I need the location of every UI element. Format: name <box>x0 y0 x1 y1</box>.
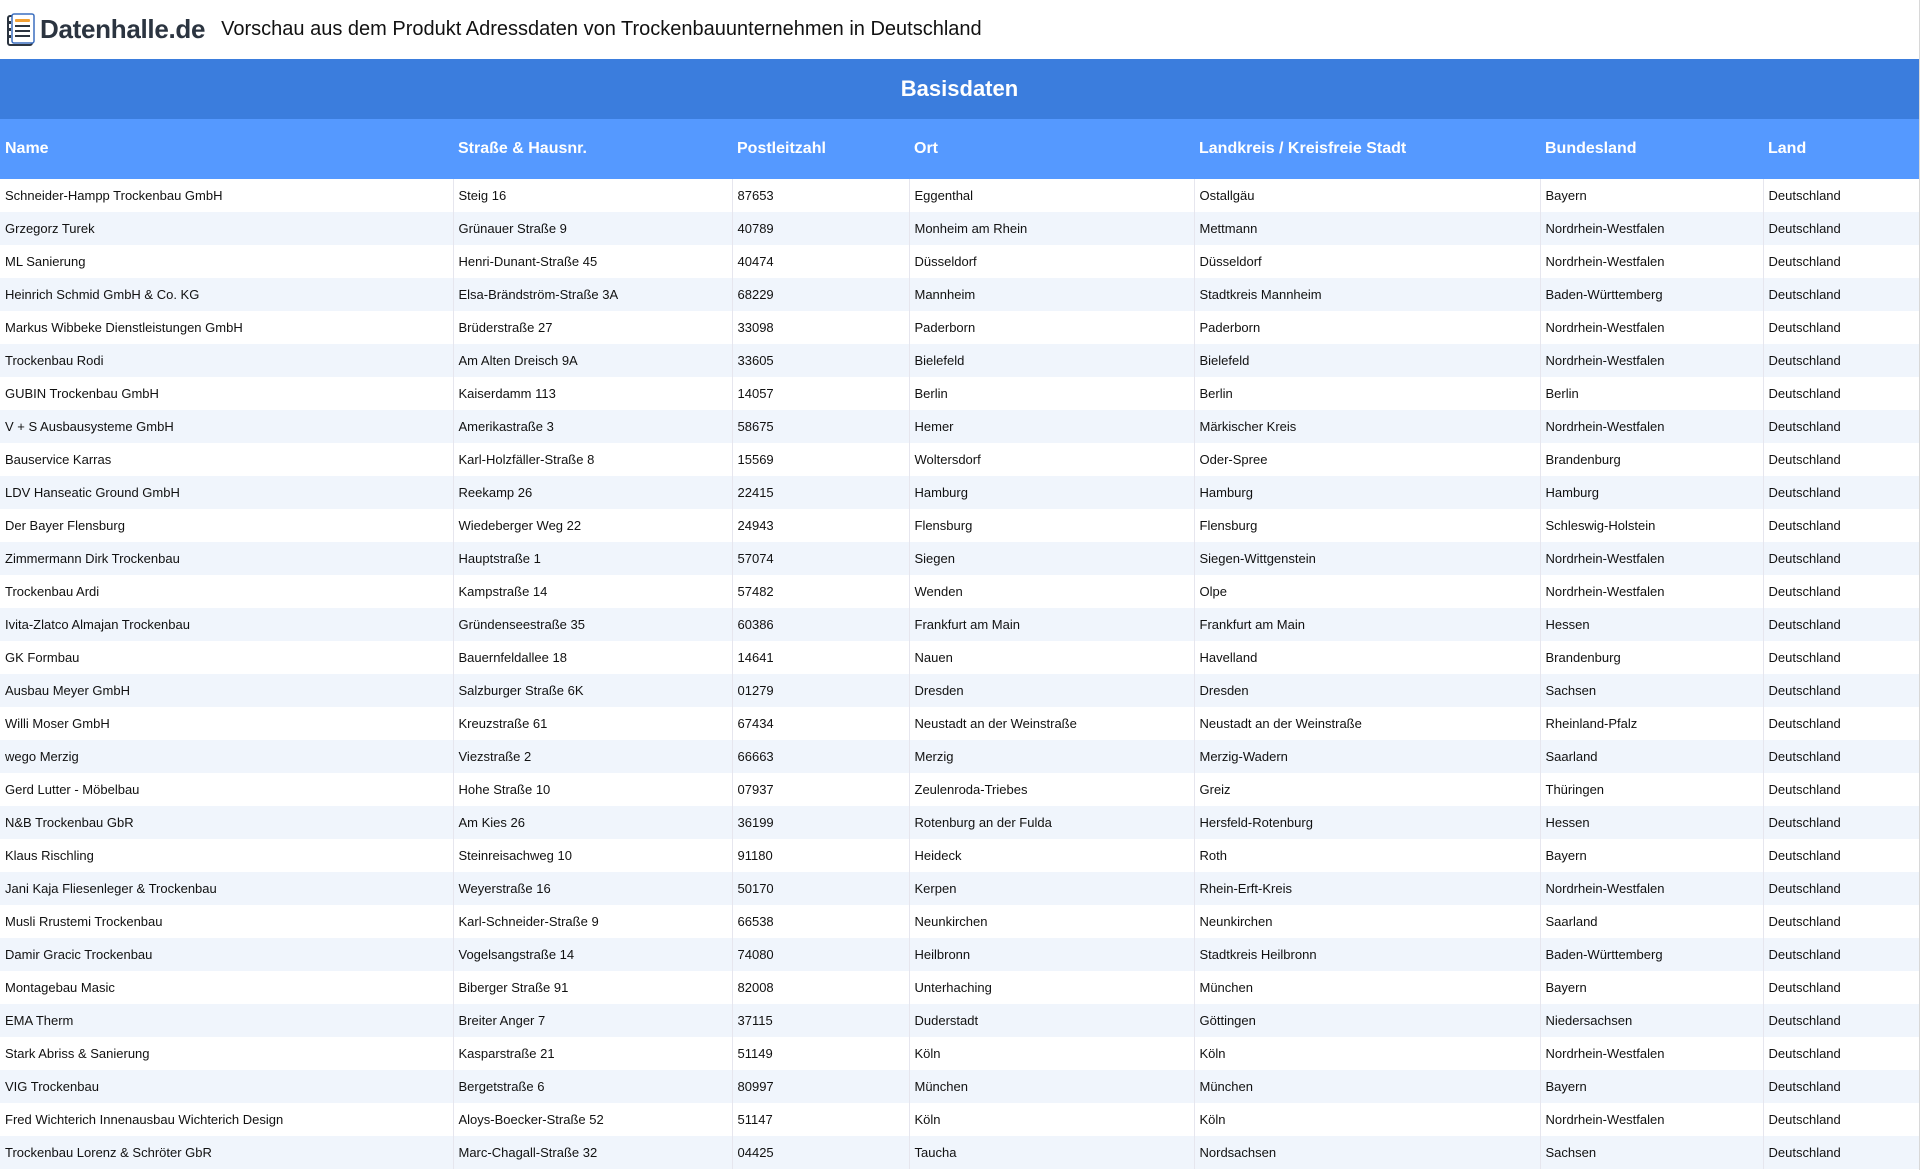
cell-district: Dresden <box>1194 674 1540 707</box>
cell-name: Trockenbau Rodi <box>5 353 104 368</box>
cell-name: Ausbau Meyer GmbH <box>5 683 130 698</box>
cell-name: VIG Trockenbau <box>5 1079 99 1094</box>
cell-state: Nordrhein-Westfalen <box>1540 410 1763 443</box>
cell-name: Montagebau Masic <box>5 980 115 995</box>
cell-country: Deutschland <box>1763 245 1919 278</box>
cell-city: Duderstadt <box>909 1004 1194 1037</box>
cell-country: Deutschland <box>1763 839 1919 872</box>
cell-state: Berlin <box>1540 377 1763 410</box>
cell-city: Monheim am Rhein <box>909 212 1194 245</box>
cell-postal-code: 40789 <box>732 212 909 245</box>
cell-city: Paderborn <box>909 311 1194 344</box>
cell-name: N&B Trockenbau GbR <box>5 815 134 830</box>
column-header-state[interactable]: Bundesland <box>1540 119 1763 179</box>
cell-city: Wenden <box>909 575 1194 608</box>
cell-state: Nordrhein-Westfalen <box>1540 311 1763 344</box>
cell-state: Bayern <box>1540 179 1763 212</box>
cell-name: GK Formbau <box>5 650 80 665</box>
cell-street: Am Alten Dreisch 9A <box>453 344 732 377</box>
cell-name: Trockenbau Lorenz & Schröter GbR <box>5 1145 212 1160</box>
cell-state: Sachsen <box>1540 1136 1763 1169</box>
cell-postal-code: 66663 <box>732 740 909 773</box>
table-row[interactable] <box>0 542 1919 575</box>
cell-district: Göttingen <box>1194 1004 1540 1037</box>
cell-city: Köln <box>909 1037 1194 1070</box>
cell-city: Köln <box>909 1103 1194 1136</box>
cell-district: Siegen-Wittgenstein <box>1194 542 1540 575</box>
cell-street: Viezstraße 2 <box>453 740 732 773</box>
table-row[interactable] <box>0 971 1919 1004</box>
table-row[interactable] <box>0 344 1919 377</box>
cell-name: LDV Hanseatic Ground GmbH <box>5 485 180 500</box>
cell-street: Aloys-Boecker-Straße 52 <box>453 1103 732 1136</box>
cell-country: Deutschland <box>1763 179 1919 212</box>
cell-street: Karl-Schneider-Straße 9 <box>453 905 732 938</box>
cell-name: Grzegorz Turek <box>5 221 95 236</box>
cell-state: Bayern <box>1540 971 1763 1004</box>
table-row[interactable] <box>0 1004 1919 1037</box>
cell-name: Heinrich Schmid GmbH & Co. KG <box>5 287 200 302</box>
cell-name: Fred Wichterich Innenausbau Wichterich Design <box>5 1112 284 1127</box>
cell-city: Kerpen <box>909 872 1194 905</box>
cell-country: Deutschland <box>1763 1103 1919 1136</box>
cell-state: Thüringen <box>1540 773 1763 806</box>
table-row[interactable] <box>0 212 1919 245</box>
cell-street: Marc-Chagall-Straße 32 <box>453 1136 732 1169</box>
cell-country: Deutschland <box>1763 905 1919 938</box>
cell-district: Merzig-Wadern <box>1194 740 1540 773</box>
cell-name: V + S Ausbausysteme GmbH <box>5 419 174 434</box>
cell-district: Havelland <box>1194 641 1540 674</box>
cell-postal-code: 15569 <box>732 443 909 476</box>
cell-district: Berlin <box>1194 377 1540 410</box>
cell-city: Heideck <box>909 839 1194 872</box>
cell-postal-code: 57482 <box>732 575 909 608</box>
cell-postal-code: 68229 <box>732 278 909 311</box>
cell-state: Saarland <box>1540 740 1763 773</box>
cell-street: Wiedeberger Weg 22 <box>453 509 732 542</box>
cell-district: Mettmann <box>1194 212 1540 245</box>
cell-state: Nordrhein-Westfalen <box>1540 575 1763 608</box>
cell-country: Deutschland <box>1763 674 1919 707</box>
top-bar <box>0 0 1920 59</box>
cell-street: Am Kies 26 <box>453 806 732 839</box>
cell-postal-code: 14057 <box>732 377 909 410</box>
table-row[interactable] <box>0 575 1919 608</box>
cell-district: München <box>1194 1070 1540 1103</box>
column-header-city[interactable]: Ort <box>909 119 1194 179</box>
cell-district: Nordsachsen <box>1194 1136 1540 1169</box>
cell-city: Mannheim <box>909 278 1194 311</box>
cell-city: Zeulenroda-Triebes <box>909 773 1194 806</box>
cell-country: Deutschland <box>1763 1136 1919 1169</box>
cell-state: Nordrhein-Westfalen <box>1540 245 1763 278</box>
cell-name: EMA Therm <box>5 1013 74 1028</box>
cell-postal-code: 67434 <box>732 707 909 740</box>
cell-country: Deutschland <box>1763 278 1919 311</box>
table-row[interactable] <box>0 245 1919 278</box>
cell-postal-code: 50170 <box>732 872 909 905</box>
data-table <box>0 119 1919 1169</box>
cell-district: Stadtkreis Mannheim <box>1194 278 1540 311</box>
cell-country: Deutschland <box>1763 344 1919 377</box>
column-header-street[interactable]: Straße & Hausnr. <box>453 119 732 179</box>
cell-name: Damir Gracic Trockenbau <box>5 947 153 962</box>
cell-country: Deutschland <box>1763 773 1919 806</box>
cell-state: Nordrhein-Westfalen <box>1540 1103 1763 1136</box>
cell-street: Elsa-Brändström-Straße 3A <box>453 278 732 311</box>
cell-postal-code: 40474 <box>732 245 909 278</box>
table-row[interactable] <box>0 1136 1919 1169</box>
cell-street: Steig 16 <box>453 179 732 212</box>
cell-street: Kreuzstraße 61 <box>453 707 732 740</box>
cell-state: Nordrhein-Westfalen <box>1540 344 1763 377</box>
table-row[interactable] <box>0 773 1919 806</box>
column-header-postal-code[interactable]: Postleitzahl <box>732 119 909 179</box>
column-header-row <box>0 119 1919 179</box>
data-table-container <box>0 59 1919 1169</box>
cell-country: Deutschland <box>1763 575 1919 608</box>
cell-postal-code: 51147 <box>732 1103 909 1136</box>
cell-street: Henri-Dunant-Straße 45 <box>453 245 732 278</box>
column-header-name[interactable]: Name <box>0 119 453 179</box>
cell-state: Hessen <box>1540 608 1763 641</box>
table-body <box>0 179 1919 1169</box>
cell-postal-code: 22415 <box>732 476 909 509</box>
table-row[interactable] <box>0 377 1919 410</box>
cell-district: Oder-Spree <box>1194 443 1540 476</box>
cell-name: Trockenbau Ardi <box>5 584 100 599</box>
cell-postal-code: 01279 <box>732 674 909 707</box>
cell-name: wego Merzig <box>5 749 79 764</box>
cell-postal-code: 07937 <box>732 773 909 806</box>
cell-country: Deutschland <box>1763 311 1919 344</box>
cell-city: Bielefeld <box>909 344 1194 377</box>
column-header-district[interactable]: Landkreis / Kreisfreie Stadt <box>1194 119 1540 179</box>
cell-city: Eggenthal <box>909 179 1194 212</box>
cell-state: Rheinland-Pfalz <box>1540 707 1763 740</box>
cell-name: Klaus Rischling <box>5 848 94 863</box>
cell-city: Unterhaching <box>909 971 1194 1004</box>
cell-city: Rotenburg an der Fulda <box>909 806 1194 839</box>
table-row[interactable] <box>0 1103 1919 1136</box>
table-row[interactable] <box>0 806 1919 839</box>
cell-street: Breiter Anger 7 <box>453 1004 732 1037</box>
cell-postal-code: 14641 <box>732 641 909 674</box>
cell-country: Deutschland <box>1763 740 1919 773</box>
cell-district: Rhein-Erft-Kreis <box>1194 872 1540 905</box>
cell-district: Neustadt an der Weinstraße <box>1194 707 1540 740</box>
cell-street: Biberger Straße 91 <box>453 971 732 1004</box>
cell-postal-code: 87653 <box>732 179 909 212</box>
cell-name: Bauservice Karras <box>5 452 112 467</box>
table-row[interactable] <box>0 278 1919 311</box>
logo-text: Datenhalle.de <box>40 14 206 44</box>
table-row[interactable] <box>0 311 1919 344</box>
cell-street: Bauernfeldallee 18 <box>453 641 732 674</box>
cell-postal-code: 58675 <box>732 410 909 443</box>
cell-state: Bayern <box>1540 1070 1763 1103</box>
table-row[interactable] <box>0 938 1919 971</box>
table-row[interactable] <box>0 707 1919 740</box>
cell-street: Salzburger Straße 6K <box>453 674 732 707</box>
cell-name: Der Bayer Flensburg <box>5 518 125 533</box>
cell-city: Neustadt an der Weinstraße <box>909 707 1194 740</box>
cell-state: Nordrhein-Westfalen <box>1540 872 1763 905</box>
cell-postal-code: 60386 <box>732 608 909 641</box>
cell-country: Deutschland <box>1763 377 1919 410</box>
cell-postal-code: 82008 <box>732 971 909 1004</box>
cell-country: Deutschland <box>1763 806 1919 839</box>
column-header-country[interactable]: Land <box>1763 119 1919 179</box>
cell-state: Nordrhein-Westfalen <box>1540 212 1763 245</box>
logo[interactable] <box>6 13 205 47</box>
cell-street: Amerikastraße 3 <box>453 410 732 443</box>
cell-postal-code: 24943 <box>732 509 909 542</box>
cell-city: Frankfurt am Main <box>909 608 1194 641</box>
cell-country: Deutschland <box>1763 476 1919 509</box>
cell-state: Niedersachsen <box>1540 1004 1763 1037</box>
cell-city: Taucha <box>909 1136 1194 1169</box>
table-row[interactable] <box>0 905 1919 938</box>
cell-state: Schleswig-Holstein <box>1540 509 1763 542</box>
cell-postal-code: 91180 <box>732 839 909 872</box>
cell-city: Siegen <box>909 542 1194 575</box>
table-row[interactable] <box>0 740 1919 773</box>
cell-name: Schneider-Hampp Trockenbau GmbH <box>5 188 223 203</box>
cell-city: Heilbronn <box>909 938 1194 971</box>
table-row[interactable] <box>0 1037 1919 1070</box>
cell-postal-code: 51149 <box>732 1037 909 1070</box>
cell-name: Zimmermann Dirk Trockenbau <box>5 551 180 566</box>
cell-country: Deutschland <box>1763 938 1919 971</box>
section-header <box>0 59 1919 119</box>
cell-country: Deutschland <box>1763 641 1919 674</box>
cell-country: Deutschland <box>1763 608 1919 641</box>
cell-postal-code: 74080 <box>732 938 909 971</box>
cell-district: Düsseldorf <box>1194 245 1540 278</box>
table-row[interactable] <box>0 509 1919 542</box>
cell-district: Hersfeld-Rotenburg <box>1194 806 1540 839</box>
cell-country: Deutschland <box>1763 443 1919 476</box>
cell-city: Neunkirchen <box>909 905 1194 938</box>
cell-district: Hamburg <box>1194 476 1540 509</box>
cell-district: Frankfurt am Main <box>1194 608 1540 641</box>
cell-city: Hemer <box>909 410 1194 443</box>
cell-city: Flensburg <box>909 509 1194 542</box>
cell-street: Kasparstraße 21 <box>453 1037 732 1070</box>
table-row[interactable] <box>0 839 1919 872</box>
cell-name: Willi Moser GmbH <box>5 716 110 731</box>
cell-country: Deutschland <box>1763 410 1919 443</box>
cell-state: Hamburg <box>1540 476 1763 509</box>
cell-postal-code: 33098 <box>732 311 909 344</box>
cell-state: Sachsen <box>1540 674 1763 707</box>
page-title: Vorschau aus dem Produkt Adressdaten von Trockenbauunternehmen in Deutschland <box>221 18 982 40</box>
cell-district: Roth <box>1194 839 1540 872</box>
cell-district: Stadtkreis Heilbronn <box>1194 938 1540 971</box>
cell-country: Deutschland <box>1763 971 1919 1004</box>
cell-district: Köln <box>1194 1037 1540 1070</box>
cell-postal-code: 33605 <box>732 344 909 377</box>
cell-city: Dresden <box>909 674 1194 707</box>
table-row[interactable] <box>0 641 1919 674</box>
cell-postal-code: 57074 <box>732 542 909 575</box>
cell-state: Bayern <box>1540 839 1763 872</box>
cell-name: Gerd Lutter - Möbelbau <box>5 782 140 797</box>
cell-street: Reekamp 26 <box>453 476 732 509</box>
cell-street: Hauptstraße 1 <box>453 542 732 575</box>
cell-name: Stark Abriss & Sanierung <box>5 1046 150 1061</box>
cell-state: Nordrhein-Westfalen <box>1540 542 1763 575</box>
cell-city: Berlin <box>909 377 1194 410</box>
cell-postal-code: 80997 <box>732 1070 909 1103</box>
table-row[interactable] <box>0 608 1919 641</box>
cell-district: Olpe <box>1194 575 1540 608</box>
cell-district: Flensburg <box>1194 509 1540 542</box>
database-book-icon <box>6 13 36 47</box>
cell-district: Bielefeld <box>1194 344 1540 377</box>
cell-street: Kaiserdamm 113 <box>453 377 732 410</box>
cell-street: Hohe Straße 10 <box>453 773 732 806</box>
cell-street: Weyerstraße 16 <box>453 872 732 905</box>
cell-district: Märkischer Kreis <box>1194 410 1540 443</box>
cell-country: Deutschland <box>1763 1070 1919 1103</box>
cell-country: Deutschland <box>1763 1037 1919 1070</box>
table-row[interactable] <box>0 674 1919 707</box>
cell-state: Brandenburg <box>1540 641 1763 674</box>
cell-name: Ivita-Zlatco Almajan Trockenbau <box>5 617 190 632</box>
cell-city: München <box>909 1070 1194 1103</box>
cell-postal-code: 66538 <box>732 905 909 938</box>
table-row[interactable] <box>0 179 1919 212</box>
cell-name: ML Sanierung <box>5 254 86 269</box>
cell-district: Ostallgäu <box>1194 179 1540 212</box>
cell-city: Merzig <box>909 740 1194 773</box>
cell-state: Baden-Württemberg <box>1540 938 1763 971</box>
table-row[interactable] <box>0 872 1919 905</box>
cell-street: Steinreisachweg 10 <box>453 839 732 872</box>
cell-state: Saarland <box>1540 905 1763 938</box>
cell-district: Greiz <box>1194 773 1540 806</box>
cell-street: Grünauer Straße 9 <box>453 212 732 245</box>
cell-district: Neunkirchen <box>1194 905 1540 938</box>
table-row[interactable] <box>0 443 1919 476</box>
cell-state: Baden-Württemberg <box>1540 278 1763 311</box>
cell-country: Deutschland <box>1763 707 1919 740</box>
cell-street: Vogelsangstraße 14 <box>453 938 732 971</box>
cell-district: Köln <box>1194 1103 1540 1136</box>
cell-country: Deutschland <box>1763 542 1919 575</box>
cell-state: Hessen <box>1540 806 1763 839</box>
cell-state: Nordrhein-Westfalen <box>1540 1037 1763 1070</box>
cell-city: Düsseldorf <box>909 245 1194 278</box>
cell-country: Deutschland <box>1763 1004 1919 1037</box>
table-row[interactable] <box>0 1070 1919 1103</box>
cell-postal-code: 04425 <box>732 1136 909 1169</box>
cell-postal-code: 37115 <box>732 1004 909 1037</box>
cell-street: Brüderstraße 27 <box>453 311 732 344</box>
cell-name: Jani Kaja Fliesenleger & Trockenbau <box>5 881 217 896</box>
cell-street: Bergetstraße 6 <box>453 1070 732 1103</box>
cell-country: Deutschland <box>1763 509 1919 542</box>
cell-city: Hamburg <box>909 476 1194 509</box>
cell-postal-code: 36199 <box>732 806 909 839</box>
cell-city: Woltersdorf <box>909 443 1194 476</box>
cell-district: München <box>1194 971 1540 1004</box>
table-row[interactable] <box>0 410 1919 443</box>
cell-street: Karl-Holzfäller-Straße 8 <box>453 443 732 476</box>
section-title: Basisdaten <box>900 76 1019 101</box>
cell-street: Gründenseestraße 35 <box>453 608 732 641</box>
cell-state: Brandenburg <box>1540 443 1763 476</box>
cell-city: Nauen <box>909 641 1194 674</box>
cell-name: GUBIN Trockenbau GmbH <box>5 386 159 401</box>
cell-name: Markus Wibbeke Dienstleistungen GmbH <box>5 320 243 335</box>
cell-street: Kampstraße 14 <box>453 575 732 608</box>
cell-country: Deutschland <box>1763 872 1919 905</box>
cell-name: Musli Rrustemi Trockenbau <box>5 914 163 929</box>
cell-country: Deutschland <box>1763 212 1919 245</box>
cell-district: Paderborn <box>1194 311 1540 344</box>
table-row[interactable] <box>0 476 1919 509</box>
